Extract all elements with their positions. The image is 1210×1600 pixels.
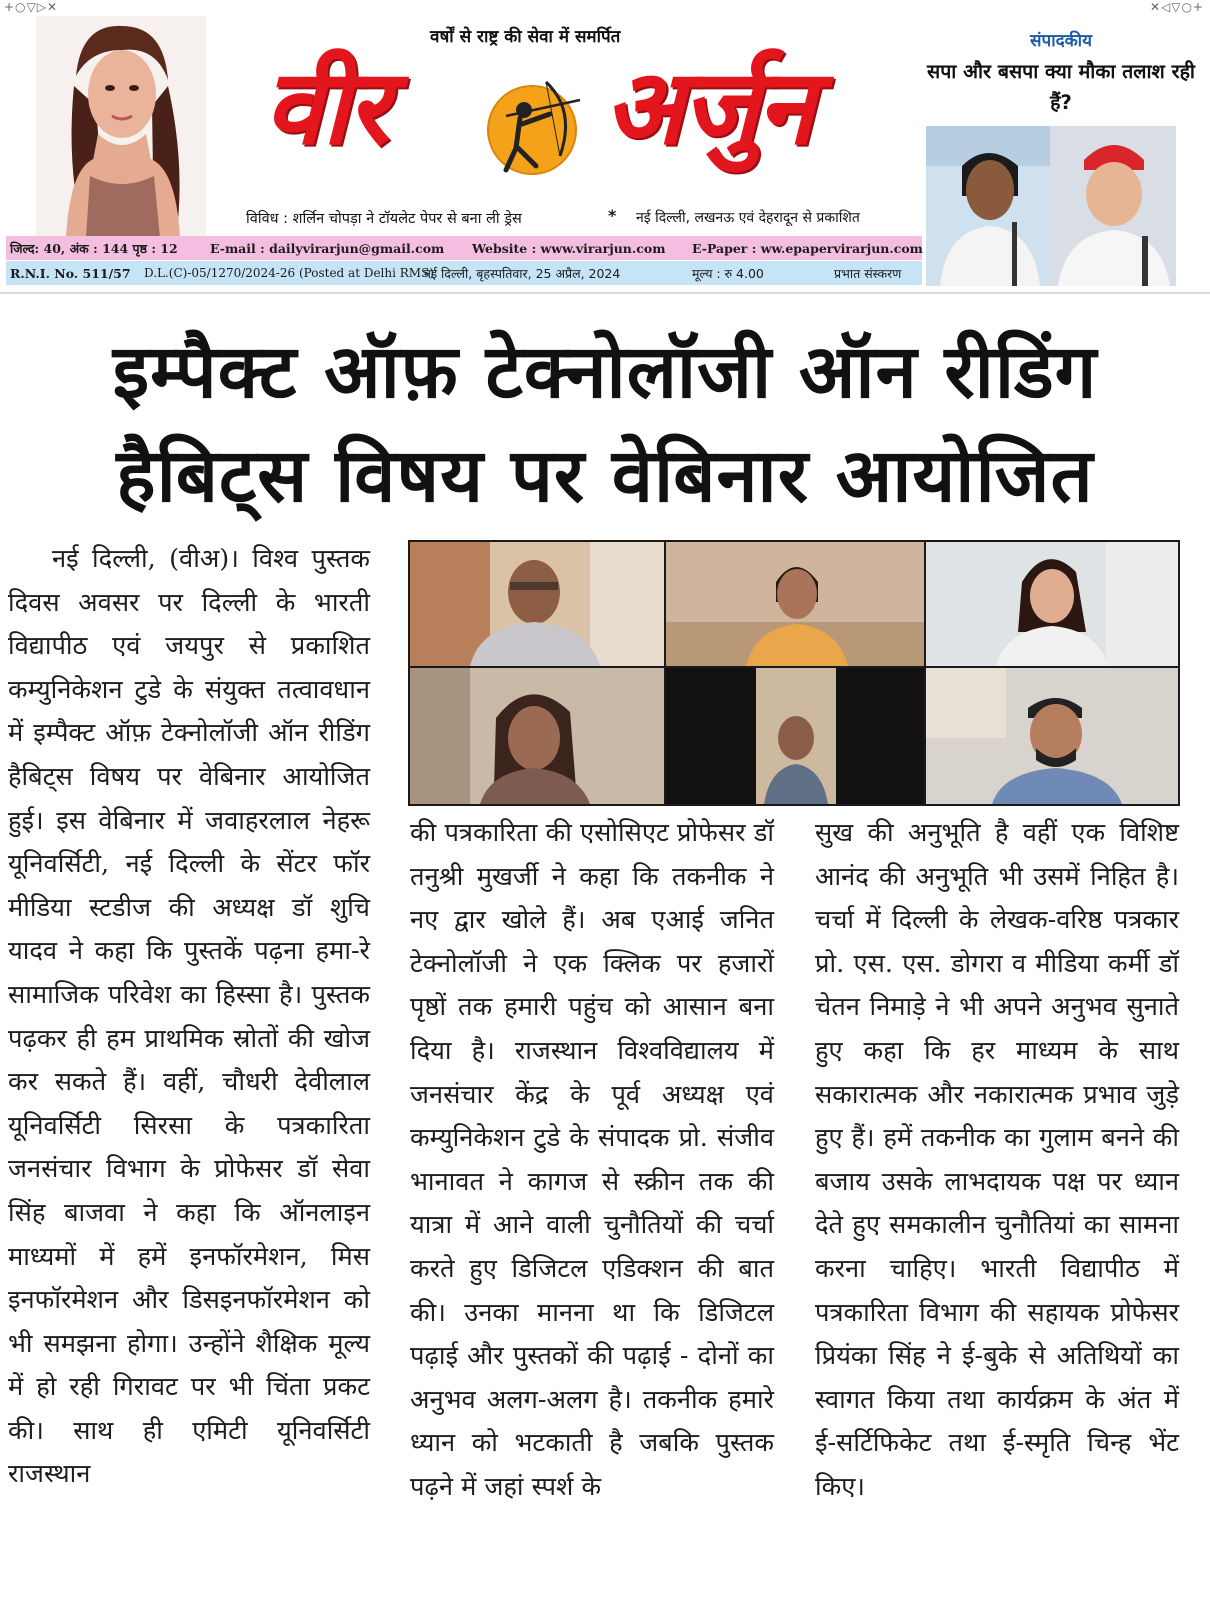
webinar-participant-tile (926, 542, 1178, 666)
publication-cities: नई दिल्ली, लखनऊ एवं देहरादून से प्रकाशित (636, 210, 860, 226)
edition: प्रभात संस्करण (834, 265, 902, 281)
editorial-title[interactable]: सपा और बसपा क्या मौका तलाश रही हैं? (927, 60, 1195, 114)
email-link[interactable]: E-mail : dailyvirarjun@gmail.com (210, 240, 445, 256)
editorial-teaser[interactable] (926, 24, 1196, 286)
webinar-screenshot (408, 540, 1180, 806)
editorial-photo-left (926, 126, 1050, 286)
registration-marks-right: ✕◁▽○+ (1149, 0, 1204, 14)
star-separator: * (608, 206, 617, 225)
registration-marks-left: +○▽▷✕ (4, 0, 59, 14)
headline-line-2: हैबिट्स विषय पर वेबिनार आयोजित (116, 433, 1094, 519)
webinar-participant-tile (666, 542, 924, 666)
info-strip-registration (6, 261, 922, 285)
webinar-participant-tile (410, 542, 664, 666)
masthead (0, 0, 1210, 300)
webinar-participant-tile (410, 668, 664, 804)
headline-line-1: इम्पैक्ट ऑफ़ टेक्नोलॉजी ऑन रीडिंग (112, 329, 1098, 415)
info-strip-contact (6, 236, 922, 260)
website-link[interactable]: Website : www.virarjun.com (472, 240, 666, 256)
postal-registration: D.L.(C)-05/1270/2024-26 (Posted at Delhi RMS) (144, 266, 434, 280)
issue-date: नई दिल्ली, बृहस्पतिवार, 25 अप्रैल, 2024 (424, 265, 621, 281)
webinar-participant-tile (666, 668, 924, 804)
price: मूल्य : रु 4.00 (692, 265, 764, 281)
article-column-2: की पत्रकारिता की एसोसिएट प्रोफेसर डॉ तनुश्री मुखर्जी ने कहा कि तकनीक ने नए द्वार खोले हैं। अब एआई जनित टेक्नोलॉजी ने एक क्लिक पर हजारों पृष्ठों तक हमारी पहुंच को आसान बना दिया है। राजस्थान विश्वविद्यालय में जनसंचार केंद्र के पूर्व अध्यक्ष एवं कम्युनिकेशन टुडे के संपादक प्रो. संजीव भानावत ने कागज से स्क्रीन तक की यात्रा में आने वाली चुनौतियों की चर्चा करते हुए डिजिटल एडिक्शन की बात की। उनका मानना था कि डिजिटल पढ़ाई और पुस्तकों की पढ़ाई - दोनों का अनुभव अलग-अलग है। तकनीक हमारे ध्यान को भटकाती है जबकि पुस्तक पढ़ने में जहां स्पर्श के (410, 818, 774, 1502)
logo-word-veer: वीर (264, 46, 388, 168)
article-column-1: नई दिल्ली, (वीअ)। विश्व पुस्तक दिवस अवसर पर दिल्ली के भारती विद्यापीठ एवं जयपुर से प्रकाशित कम्युनिकेशन टुडे के संयुक्त तत्वावधान में इम्पैक्ट ऑफ़ टेक्नोलॉजी ऑन रीडिंग हैबिट्स विषय पर वेबिनार आयोजित हुई। इस वेबिनार में जवाहरलाल नेहरू यूनिवर्सिटी, नई दिल्ली के सेंटर फॉर मीडिया स्टडीज की अध्यक्ष डॉ शुचि यादव ने कहा कि पुस्तकें पढ़ना हमा-रे सामाजिक परिवेश का हिस्सा है। पुस्तक पढ़कर ही हम प्राथमिक स्रोतों की खोज कर सकते हैं। वहीं, चौधरी देवीलाल यूनिवर्सिटी सिरसा के पत्रकारिता जनसंचार विभाग के प्रोफेसर डॉ सेवा सिंह बाजवा ने कहा कि ऑनलाइन माध्यमों में हमें इनफॉरमेशन, मिस इनफॉरमेशन और डिसइनफॉरमेशन को भी समझना होगा। उन्होंने शैक्षिक मूल्य में हो रही गिरावट पर भी चिंता प्रकट की। साथ ही एमिटी यूनिवर्सिटी राजस्थान (8, 544, 370, 1490)
newspaper-logo[interactable] (264, 34, 924, 184)
tagline: वर्षों से राष्ट्र की सेवा में समर्पित (430, 27, 621, 47)
webinar-participant-tile (926, 668, 1178, 804)
logo-word-arjun: अर्जुन (604, 46, 813, 168)
editorial-photo-right (1050, 126, 1176, 286)
article-column-3: सुख की अनुभूति है वहीं एक विशिष्ट आनंद की अनुभूति भी उसमें निहित है। चर्चा में दिल्ली के लेखक-वरिष्ठ पत्रकार प्रो. एस. एस. डोगरा व मीडिया कर्मी डॉ चेतन निमाड़े ने भी अपने अनुभव सुनाते हुए कहा कि हर माध्यम के साथ सकारात्मक और नकारात्मक प्रभाव जुड़े हुए हैं। हमें तकनीक का गुलाम बनने की बजाय उसके लाभदायक पक्ष पर ध्यान देते हुए समकालीन चुनौतियां का सामना करना चाहिए। भारती विद्यापीठ में पत्रकारिता विभाग की सहायक प्रोफेसर प्रियंका सिंह ने ई-बुके से अतिथियों का स्वागत किया तथा कार्यक्रम के अंत में ई-सर्टिफिकेट तथा ई-स्मृति चिन्ह भेंट किए। (815, 818, 1179, 1502)
volume-info: जिल्द: 40, अंक : 144 पृष्ठ : 12 (10, 240, 178, 256)
epaper-link[interactable]: E-Paper : ww.epapervirarjun.com (692, 240, 923, 256)
archer-emblem-icon (476, 70, 588, 182)
masthead-divider (0, 292, 1210, 294)
editorial-label: संपादकीय (1030, 31, 1092, 51)
inside-story-teaser[interactable]: विविध : शर्लिन चोपड़ा ने टॉयलेट पेपर से बना ली ड्रेस (246, 211, 522, 227)
promo-photo (36, 16, 206, 238)
article-headline (20, 320, 1190, 528)
rni-number: R.N.I. No. 511/57 (10, 265, 131, 281)
